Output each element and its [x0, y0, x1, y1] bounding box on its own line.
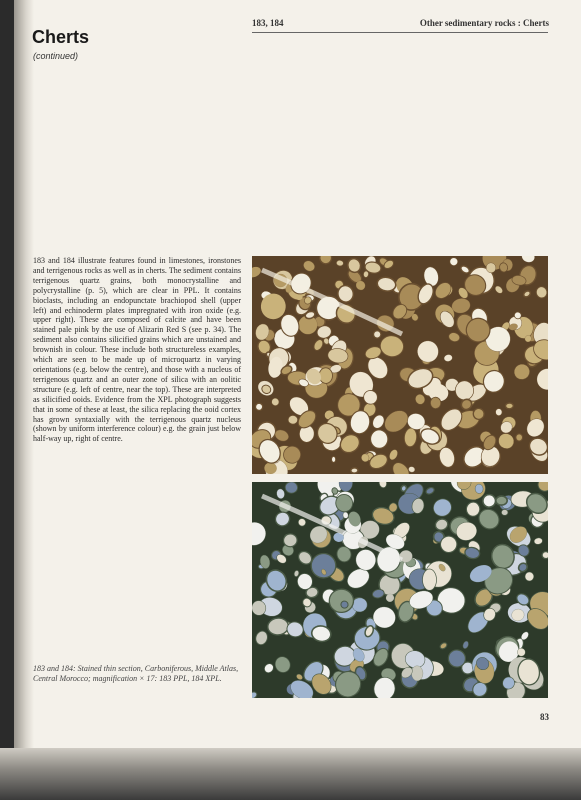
page-title: Cherts — [32, 27, 90, 47]
page-number: 83 — [540, 712, 549, 722]
micrograph-184-xpl — [252, 482, 548, 698]
page-bottom-edge — [0, 748, 581, 800]
header-section-title: Other sedimentary rocks : Cherts — [419, 18, 549, 28]
figure-caption: 183 and 184: Stained thin section, Carboniferous, Middle Atlas, Central Morocco; magnification × 17: 183 PPL, 184 XPL. — [33, 664, 239, 683]
page-gutter-shadow — [14, 0, 34, 748]
page-subtitle: (continued) — [33, 51, 79, 61]
micrograph-183-ppl — [252, 256, 548, 474]
body-paragraph: 183 and 184 illustrate features found in limestones, ironstones and terrigenous rocks as well as in cherts. The sediment contains terrigenous quartz grains, both monocrystalline and polycrystalline (p. 5), which are clear in PPL. It contains bioclasts, including an endopunctate brachiopod shell (upper left) and echinoderm plates impregnated with iron oxide (e.g. upper right). These are composed of calcite and have been stained pale pink by the use of Alizarin Red S (see p. 34). The sediment also contains silicified grains which are unstained and brownish in colour. These include both structureless examples, which are seen to be made up of microquartz in varying orientations (e.g. below the centre), and those with a nucleus of terrigenous quartz and an outer zone of silica with an oolitic structure (e.g. left of centre, near the top). These are interpreted as silicified ooids. Evidence from the XPL photograph suggests that in some of these at least, the silica replacing the ooid cortex has grown syntaxially with the terrigenous quartz nucleus (shown by uniform interference colour) e.g. the grain just below half-way up, right of centre. — [33, 256, 241, 444]
header-rule — [252, 32, 548, 33]
header-figure-numbers: 183, 184 — [252, 18, 284, 28]
